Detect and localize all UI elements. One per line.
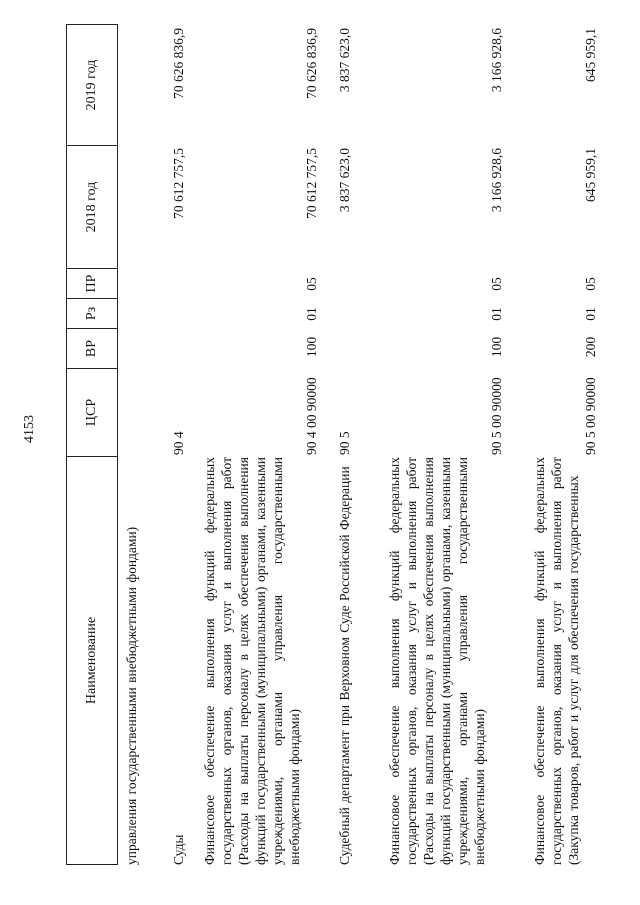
- header-2018: 2018 год: [67, 146, 117, 269]
- row-pr: 05: [583, 277, 598, 291]
- row-2019: 70 626 836,9: [171, 28, 186, 99]
- row-name: управления государственными внебюджетными фондами): [124, 526, 139, 865]
- row-2019: 3 837 623,0: [337, 28, 352, 93]
- header-pr: ПР: [67, 269, 117, 299]
- row-name: Финансовое обеспечение выполнения функций федеральных государственных органов, оказания услуг и выполнения работ (Расходы на выплаты персоналу в целях обеспечения выполнения функций государственными (муниципальными) органами, казенными учреждениями, органами управления государственными внебюджетными фондами): [202, 457, 302, 865]
- budget-table: [66, 24, 626, 865]
- page-number: 4153: [22, 415, 37, 443]
- row-rz: 01: [583, 307, 598, 321]
- row-name: Финансовое обеспечение выполнения функций федеральных государственных органов, оказания услуг и выполнения работ (Расходы на выплаты персоналу в целях обеспечения выполнения функций государственными (муниципальными) органами, казенными учреждениями, органами управления государственными внебюджетными фондами): [387, 457, 487, 865]
- row-pr: 05: [489, 277, 504, 291]
- row-rz: 01: [304, 307, 319, 321]
- table-header-row: [66, 24, 118, 865]
- row-2019: 645 959,1: [583, 28, 598, 82]
- row-2019: 70 626 836,9: [304, 28, 319, 99]
- row-rz: 01: [489, 307, 504, 321]
- header-csr: ЦСР: [67, 369, 117, 457]
- header-rz: Рз: [67, 299, 117, 329]
- row-csr: 90 4: [171, 431, 186, 455]
- row-2018: 70 612 757,5: [304, 148, 319, 219]
- row-vr: 200: [583, 336, 598, 358]
- row-pr: 05: [304, 277, 319, 291]
- row-csr: 90 5 00 90000: [489, 377, 504, 455]
- row-name: Суды: [171, 834, 186, 865]
- row-csr: 90 5: [337, 431, 352, 455]
- row-vr: 100: [489, 336, 504, 358]
- row-csr: 90 5 00 90000: [583, 377, 598, 455]
- header-name: Наименование: [67, 457, 117, 865]
- row-2018: 645 959,1: [583, 148, 598, 202]
- row-name: Финансовое обеспечение выполнения функций федеральных государственных органов, оказания услуг и выполнения работ (Закупка товаров, работ и услуг для обеспечения государственных: [532, 457, 581, 865]
- header-vr: ВР: [67, 329, 117, 369]
- row-vr: 100: [304, 336, 319, 358]
- header-2019: 2019 год: [67, 24, 117, 146]
- row-2019: 3 166 928,6: [489, 28, 504, 93]
- row-2018: 3 837 623,0: [337, 148, 352, 213]
- row-2018: 3 166 928,6: [489, 148, 504, 213]
- row-name: Судебный департамент при Верховном Суде Российской Федерации: [337, 466, 352, 865]
- row-2018: 70 612 757,5: [171, 148, 186, 219]
- row-csr: 90 4 00 90000: [304, 377, 319, 455]
